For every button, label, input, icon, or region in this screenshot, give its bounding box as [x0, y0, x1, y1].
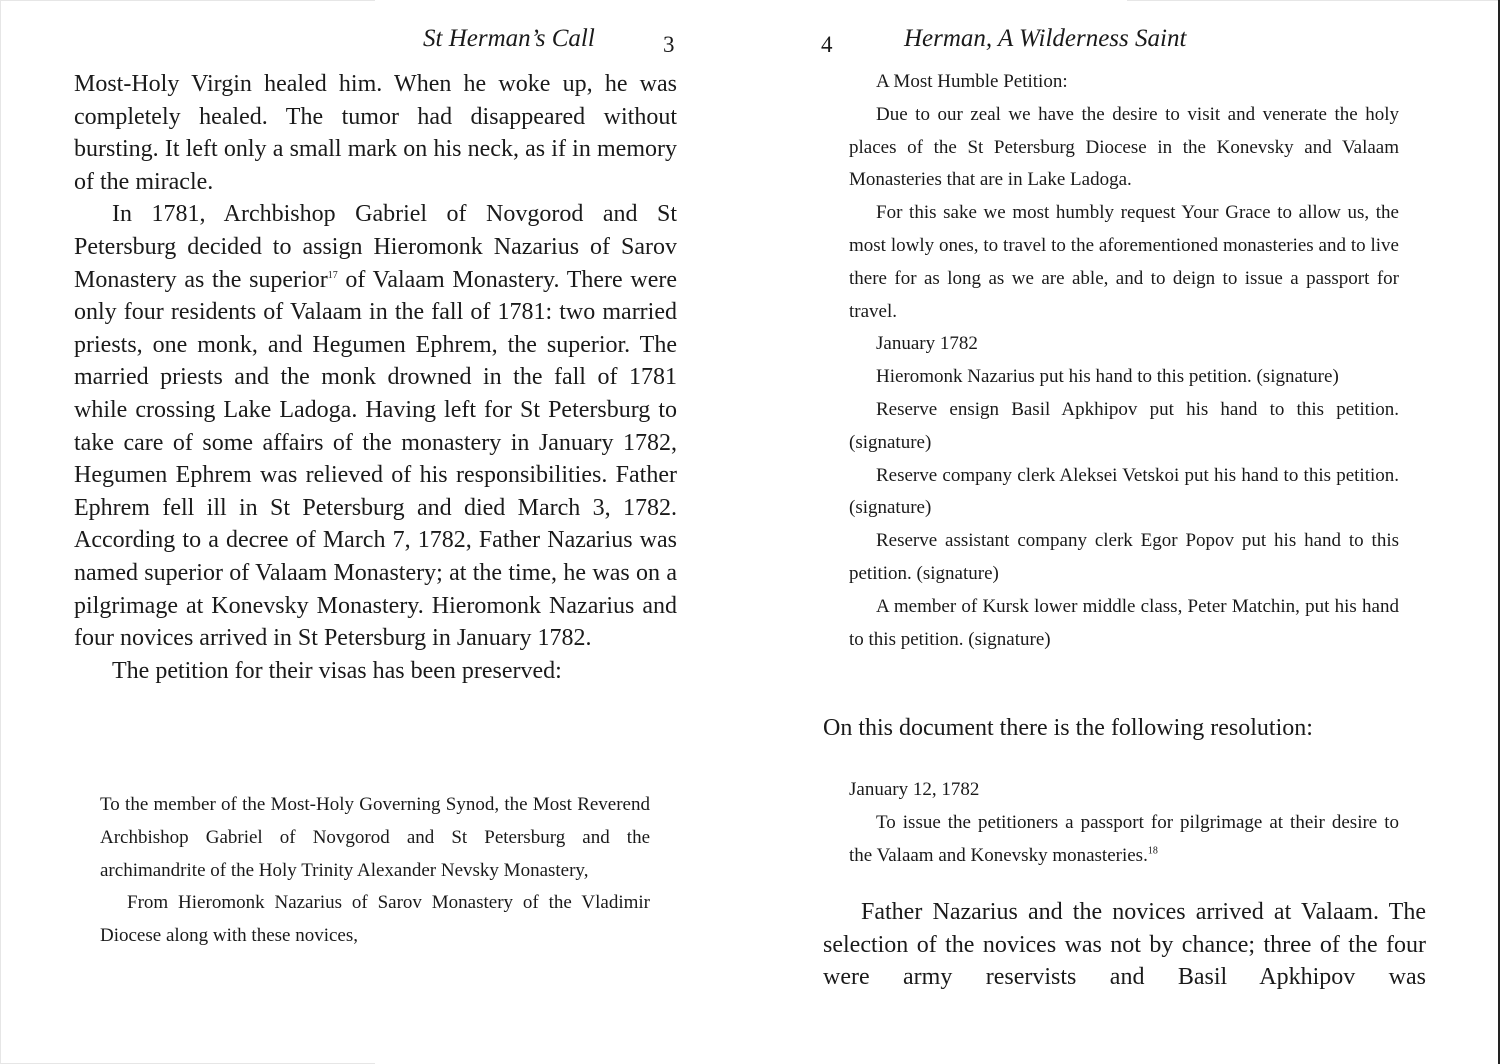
- extract-date: January 1782: [876, 333, 978, 355]
- signature-line: Reserve assistant company clerk Egor Popov put his hand to this petition. (signature): [849, 530, 1399, 584]
- paragraph-text: In 1781, Archbishop Gabriel of Novgorod and St Petersburg decided to assign Hieromonk Nazarius of Sarov Monastery as the superior: [74, 201, 677, 293]
- right-page: [750, 0, 1500, 1064]
- extract-paragraph: For this sake we most humbly request Your Grace to allow us, the most lowly ones, to travel to the aforementioned monasteries and to live there for as long as we are able, and to deign to issue a passport for travel.: [849, 202, 1399, 322]
- petition-extract: [849, 66, 1399, 656]
- signature-line: A member of Kursk lower middle class, Peter Matchin, put his hand to this petition. (signature): [849, 595, 1399, 650]
- paragraph: Most-Holy Virgin healed him. When he woke up, he was completely healed. The tumor had disappeared without bursting. It left only a small mark on his neck, as if in memory of the miracle.: [74, 71, 677, 195]
- resolution-text-paragraph: [849, 807, 1399, 873]
- signature-line: Hieromonk Nazarius put his hand to this petition. (signature): [876, 366, 1339, 388]
- footnote-ref[interactable]: 17: [327, 269, 338, 281]
- paragraph: [74, 198, 677, 654]
- signature-line: Reserve ensign Basil Apkhipov put his hand to this petition. (signature): [849, 398, 1399, 453]
- resolution-extract: [849, 774, 1399, 872]
- extract-paragraph: A Most Humble Petition:: [876, 71, 1068, 92]
- running-head: Herman, A Wilderness Saint: [904, 25, 1187, 52]
- extract-paragraph: From Hieromonk Nazarius of Sarov Monastery of the Vladimir Diocese along with these novices,: [100, 892, 650, 947]
- extract-paragraph: Due to our zeal we have the desire to visit and venerate the holy places of the St Petersburg Diocese in the Konevsky and Valaam Monasteries that are in Lake Ladoga.: [849, 103, 1399, 191]
- running-head: St Herman’s Call: [423, 25, 595, 52]
- signature-line: Reserve company clerk Aleksei Vetskoi put his hand to this petition. (signature): [849, 464, 1399, 519]
- page-number: 3: [663, 32, 675, 57]
- closing-text: [823, 896, 1426, 994]
- extract-paragraph: To the member of the Most-Holy Governing Synod, the Most Reverend Archbishop Gabriel of Novgorod and St Petersburg and the archimandrite of the Holy Trinity Alexander Nevsky Monastery,: [100, 794, 650, 881]
- resolution-text: To issue the petitioners a passport for pilgrimage at their desire to the Valaam and Konevsky monasteries.: [849, 811, 1399, 866]
- footnote-ref[interactable]: 18: [1147, 845, 1158, 857]
- resolution-intro: On this document there is the following resolution:: [823, 715, 1313, 741]
- main-text: [74, 68, 677, 687]
- paragraph: The petition for their visas has been preserved:: [112, 657, 562, 684]
- petition-address-extract: [100, 789, 650, 953]
- resolution-date: January 12, 1782: [849, 779, 980, 800]
- page-number: 4: [821, 32, 833, 57]
- paragraph: Father Nazarius and the novices arrived at Valaam. The selection of the novices was not by chance; three of the four were army reservists and Basil Apkhipov was: [823, 899, 1426, 991]
- paragraph-text: of Valaam Monastery. There were only four residents of Valaam in the fall of 1781: two married priests, one monk, and Hegumen Ephrem, the superior. The married priests and the monk drowned in the fall of 1781 while crossing Lake Ladoga. Having left for St Petersburg to take care of some affairs of the monastery in January 1782, Hegumen Ephrem was relieved of his responsibilities. Father Ephrem fell ill in St Petersburg and died March 3, 1782. According to a decree of March 7, 1782, Father Nazarius was named superior of Valaam Monastery; at the time, he was on a pilgrimage at Konevsky Monastery. Hieromonk Nazarius and four novices arrived in St Petersburg in January 1782.: [74, 266, 677, 652]
